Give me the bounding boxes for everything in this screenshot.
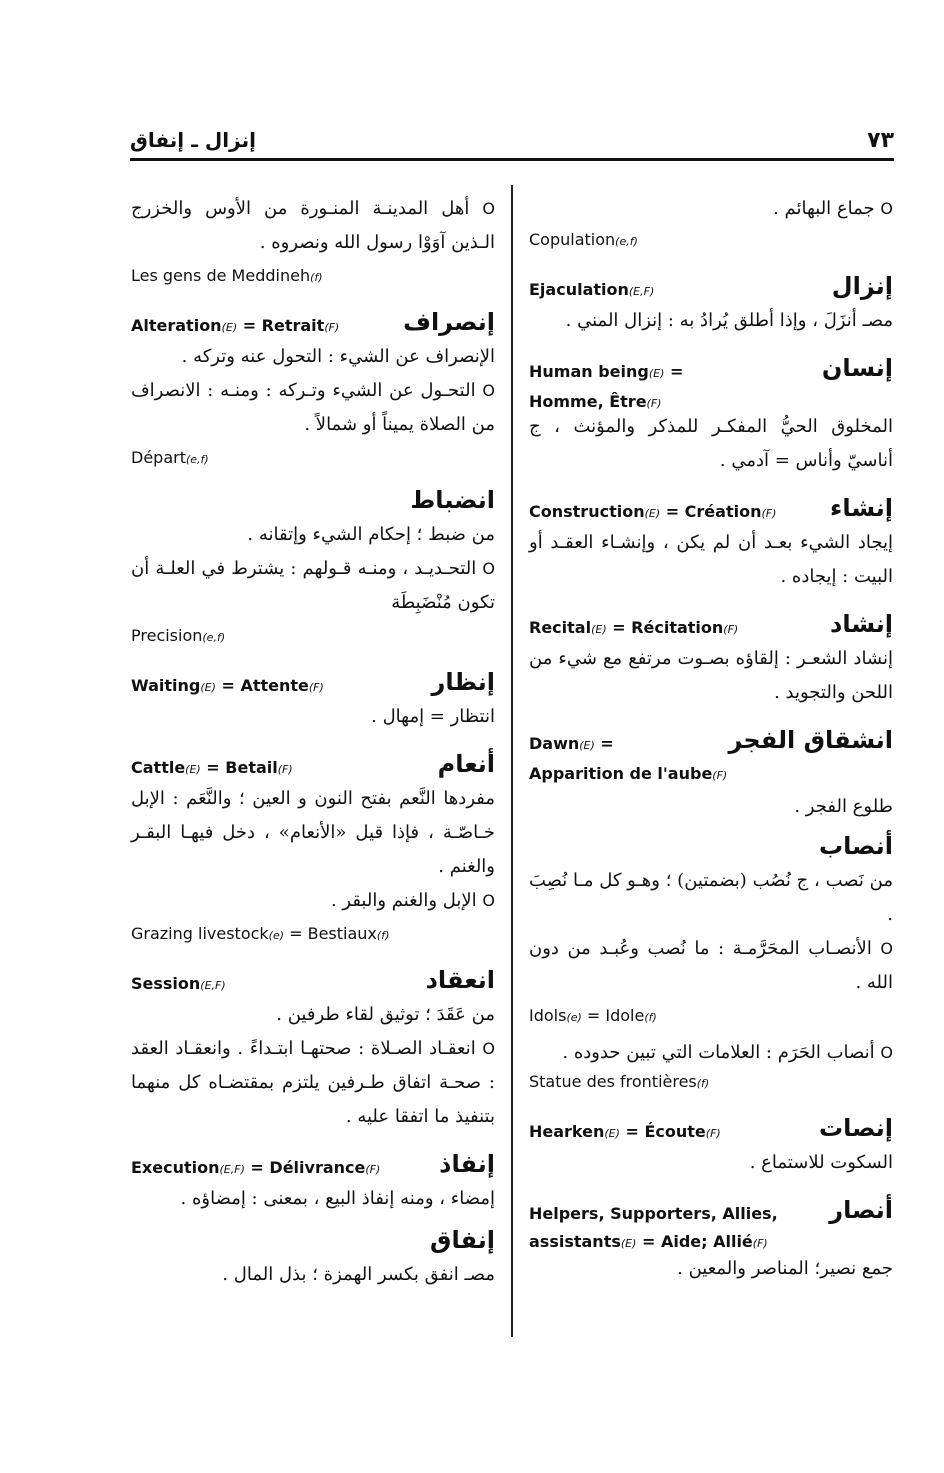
entry-insha [529,492,893,594]
entry-ansar-continuation [131,192,495,292]
definition: مفردها النَّعم بفتح النون و العين ؛ والنَّعَم : الإبل خـاصّـة ، فإذا قيل «الأنعام» ، دخل فيهـا البقـر والغنم . [131,788,495,877]
gloss: Idols(e) = Idole(f) [529,1006,657,1025]
definition-2: O انعقـاد الصـلاة : صحتهـا ابتـداءً . وانعقـاد العقد : صحـة اتفاق طـرفين يلتزم بمقتضـاه كل منهما بتنفيذ ما اتفقا عليه . [131,1038,495,1127]
headword: إنفاق [430,1226,495,1254]
left-column [131,188,495,1292]
gloss: Precision(e,f) [131,626,226,645]
equivalent: Dawn(E) = Apparition de l'aube(F) [529,734,728,783]
header-rule [130,158,894,161]
entry-indibat [131,484,495,652]
headword: أنعام [437,750,495,778]
entry-infadh [131,1148,495,1216]
definition: O أهل المدينـة المنـورة من الأوس والخزرج الـذين آوَوْا رسول الله ونصروه . [131,198,495,253]
definition: انتظار = إمهال . [371,706,495,727]
definition: طلوع الفجر . [794,796,893,817]
headword: انشقاق الفجر [728,726,893,754]
headword: إنسان [821,354,893,382]
gloss: Grazing livestock(e) = Bestiaux(f) [131,924,390,943]
entry-continuation [529,192,893,256]
entry-infaq [131,1224,495,1292]
right-column [529,188,893,1286]
equivalent: Execution(E,F) = Délivrance(F) [131,1158,381,1177]
page-number: ٧٣ [867,128,894,153]
definition: المخلوق الحيُّ المفكـر للمذكر والمؤنث ، ج أناسيّ وأناس = آدمي . [529,416,893,471]
headword: أنصار [829,1196,893,1224]
running-head: إنزال ـ إنفاق [130,128,256,152]
equivalent: Recital(E) = Récitation(F) [529,618,739,637]
headword: إنشاد [830,610,893,638]
headword: أنصاب [818,832,893,860]
entry-anam [131,748,495,950]
gloss: Départ(e,f) [131,448,209,467]
headword: انعقاد [425,966,495,994]
column-divider [511,185,513,1337]
definition-2: O الأنصـاب المحَرَّمـة : ما نُصب وعُبـد من دون الله . [529,938,893,993]
headword: إنفاذ [439,1150,495,1178]
gloss-2: Statue des frontières(f) [529,1072,710,1091]
entry-inıqad [131,964,495,1134]
entry-insan [529,352,893,478]
equivalent: Helpers, Supporters, Allies, assistants(E) = Aide; Allié(F) [529,1204,778,1251]
definition: O جماع البهائم . [773,198,893,219]
definition: مصـ انفق بكسر الهمزة ؛ بذل المال . [222,1264,495,1285]
entry-insat [529,1112,893,1180]
definition: السكوت للاستماع . [749,1152,893,1173]
headword: إنشاء [830,494,893,522]
definition: من عَقَدَ ؛ توثيق لقاء طرفين . [276,1004,495,1025]
gloss: Copulation(e,f) [529,230,638,249]
gloss: Les gens de Meddineh(f) [131,266,323,285]
definition: إيجاد الشيء بعـد أن لم يكن ، وإنشـاء العقـد أو البيت : إيجاده . [529,532,893,587]
equivalent: Session(E,F) [131,974,226,993]
entry-inshad [529,608,893,710]
headword: إنصراف [403,308,495,336]
equivalent: Alteration(E) = Retrait(F) [131,316,340,335]
equivalent: Construction(E) = Création(F) [529,502,777,521]
definition-2: O التحـول عن الشيء وتـركه : ومنـه : الانصراف من الصلاة يميناً أو شمالاً . [131,380,495,435]
equivalent: Hearken(E) = Écoute(F) [529,1122,721,1141]
definition-2: O التحـديـد ، ومنـه قـولهم : يشترط في العلـة أن تكون مُنْضَبِطَة [131,558,495,613]
entry-insiraf [131,306,495,474]
equivalent: Ejaculation(E,F) [529,280,655,299]
equivalent: Waiting(E) = Attente(F) [131,676,324,695]
headword: إنزال [831,272,893,300]
headword: إنظار [431,668,495,696]
definition: مصـ أنزَلَ ، وإذا أطلق يُرادُ به : إنزال المني . [565,310,893,331]
definition: من ضبط ؛ إحكام الشيء وإتقانه . [247,524,495,545]
headword: انضباط [410,486,495,514]
definition: من نَصب ، ج نُصُب (بضمتين) ؛ وهـو كل مـا نُصِبَ . [529,870,893,925]
definition: إمضاء ، ومنه إنفاذ البيع ، بمعنى : إمضاؤه . [180,1188,495,1209]
definition: جمع نصير؛ المناصر والمعين . [677,1258,893,1279]
entry-inzar [131,666,495,734]
headword: إنصات [818,1114,893,1142]
equivalent: Human being(E) = Homme, Être(F) [529,362,684,411]
entry-ansar [529,1194,893,1286]
page-header [130,124,894,158]
equivalent: Cattle(E) = Betail(F) [131,758,293,777]
entry-ansab [529,830,893,1098]
definition-3: O أنصاب الحَرَم : العلامات التي تبين حدوده . [562,1042,893,1063]
definition: الإنصراف عن الشيء : التحول عنه وتركه . [181,346,495,367]
entry-inzal [529,270,893,338]
entry-inshiqaq-alfajr [529,724,893,824]
definition: إنشاد الشعـر : إلقاؤه بصـوت مرتفع مع شيء من اللحن والتجويد . [529,648,893,703]
definition-2: O الإبل والغنم والبقر . [330,890,495,911]
